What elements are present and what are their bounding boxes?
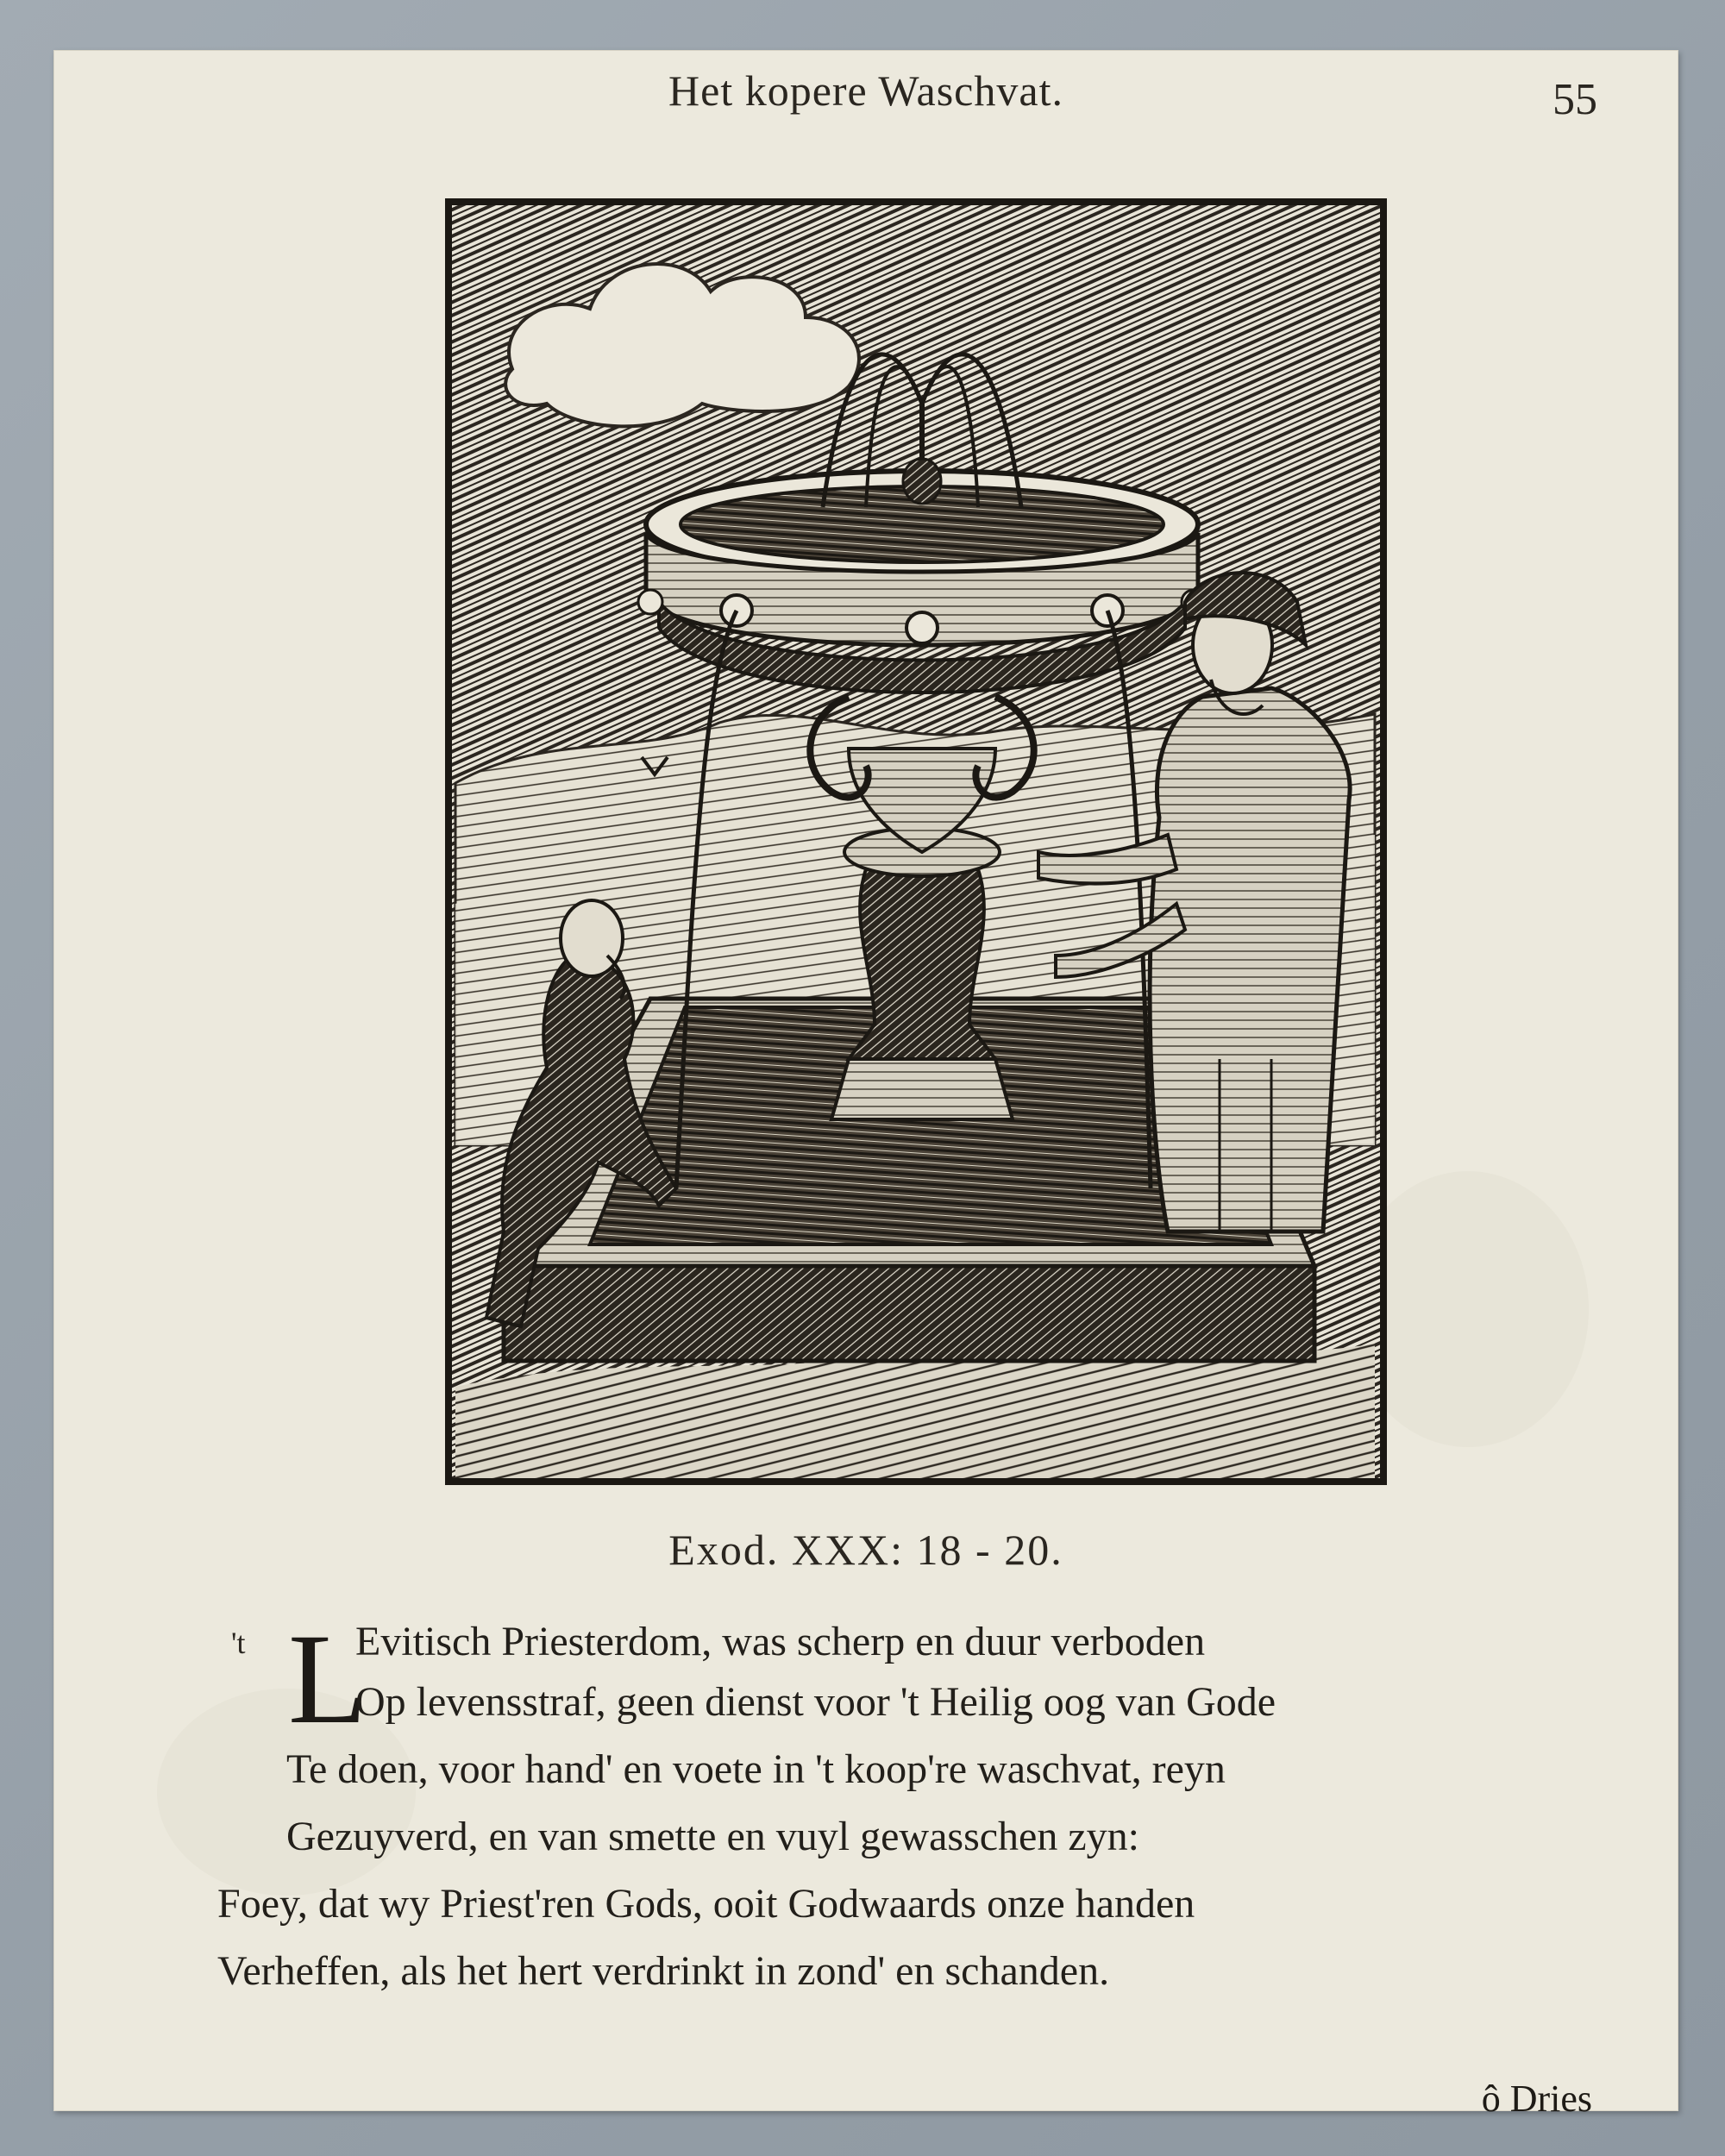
poem-line: Gezuyverd, en van smette en vuyl gewasschen zyn: [286, 1814, 1139, 1859]
poem-line: Verheffen, als het hert verdrinkt in zond' en schanden. [217, 1948, 1110, 1994]
poem-line: Te doen, voor hand' en voete in 't koop're waschvat, reyn [286, 1746, 1226, 1792]
poem-line: Foey, dat wy Priest'ren Gods, ooit Godwaards onze handen [217, 1881, 1195, 1927]
poem-line: Op levensstraf, geen dienst voor 't Heilig oog van Gode [355, 1679, 1276, 1725]
scripture-reference: Exod. XXX: 18 - 20. [668, 1526, 1063, 1574]
poem-prefix: 't [231, 1626, 246, 1660]
poem-drop-cap: L [288, 1608, 367, 1751]
engraving-illustration [443, 197, 1389, 1487]
page-header-title: Het kopere Waschvat. [668, 66, 1063, 115]
signature: ô Dries [1481, 2078, 1592, 2120]
poem-line: Evitisch Priesterdom, was scherp en duur verboden [355, 1619, 1206, 1664]
book-page [53, 50, 1678, 2120]
engraving-plate [443, 197, 1389, 1487]
page-number: 55 [1552, 75, 1597, 124]
